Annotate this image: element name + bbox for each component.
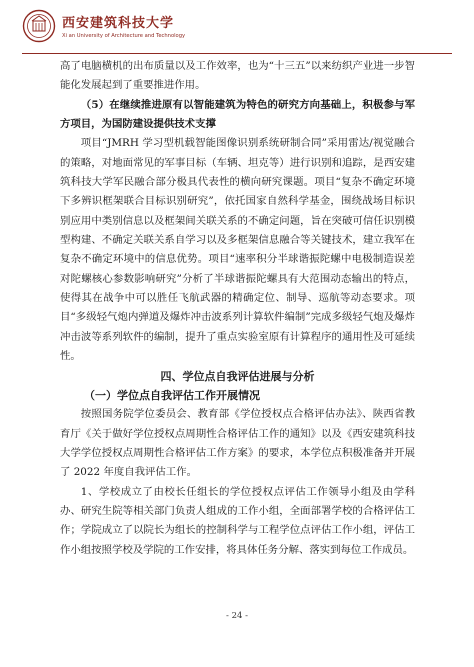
document-body	[60, 57, 415, 560]
body-paragraph: 1、学校成立了由校长任组长的学位授权点评估工作领导小组及由学科办、研究生院等相关部门负责人组成的工作小组，全面部署学校的合格评估工作；学院成立了以院长为组长的控制科学与工程学位点评估工作小组，评估工作小组按照学校及学院的工作安排，将具体任务分解、落实到每位工作成员。	[60, 485, 415, 556]
subsection-heading: （一）学位点自我评估工作开展情况	[84, 388, 260, 402]
university-name-en: Xi an University of Architecture and Technology	[62, 33, 186, 39]
university-name-cn: 西安建筑科技大学	[62, 16, 175, 31]
header-divider	[22, 53, 452, 54]
page-number: - 24 -	[226, 611, 248, 621]
page-header	[0, 0, 474, 56]
body-paragraph: 按照国务院学位委员会、教育部《学位授权点合格评估办法》、陕西省教育厅《关于做好学位授权点周期性合格评估工作的通知》以及《西安建筑科技大学学位授权点周期性合格评估工作方案》的要求，本学位点积极准备并开展了 2022 年度自我评估工作。	[60, 408, 415, 479]
body-paragraph: 高了电脑横机的出布质量以及工作效率，也为“十三五”以来纺织产业进一步智能化发展起到了重要推进作用。	[60, 60, 415, 92]
section-heading: 四、学位点自我评估进展与分析	[160, 369, 315, 383]
university-seal-icon	[22, 9, 56, 43]
body-paragraph: 项目“JMRH 学习型机载智能图像识别系统研制合同”采用雷达/视觉融合的策略，对地面常见的军事目标（车辆、坦克等）进行识别和追踪，是西安建筑科技大学军民融合部分极具代表性的横向研究课题。项目“复杂不确定环境下多辨识框架联合目标识别研究”，依托国家自然科学基金，围绕战场目标识别应用中类别信息以及框架间关联关系的不确定问题，旨在突破可信任识别模型构建、不确定关联关系自学习以及多框架信息融合等关键技术，建立我军在复杂不确定环境中的信息优势。项目“速率积分半球谐振陀螺中电极制造误差对陀螺核心参数影响研究”分析了半球谐振陀螺具有大范围动态输出的特点，使得其在战争中可以胜任飞航武器的精确定位、制导、巡航等动态要求。项目“多级轻气炮内弹道及爆炸冲击波系列计算软件编制”完成多级轻气炮及爆炸冲击波等系列软件的编制，提升了重点实验室原有计算程序的通用性及可延续性。	[60, 137, 415, 363]
section-subheading: （5）在继续推进原有以智能建筑为特色的研究方向基础上，积极参与军方项目，为国防建设提供技术支撑	[60, 98, 415, 131]
